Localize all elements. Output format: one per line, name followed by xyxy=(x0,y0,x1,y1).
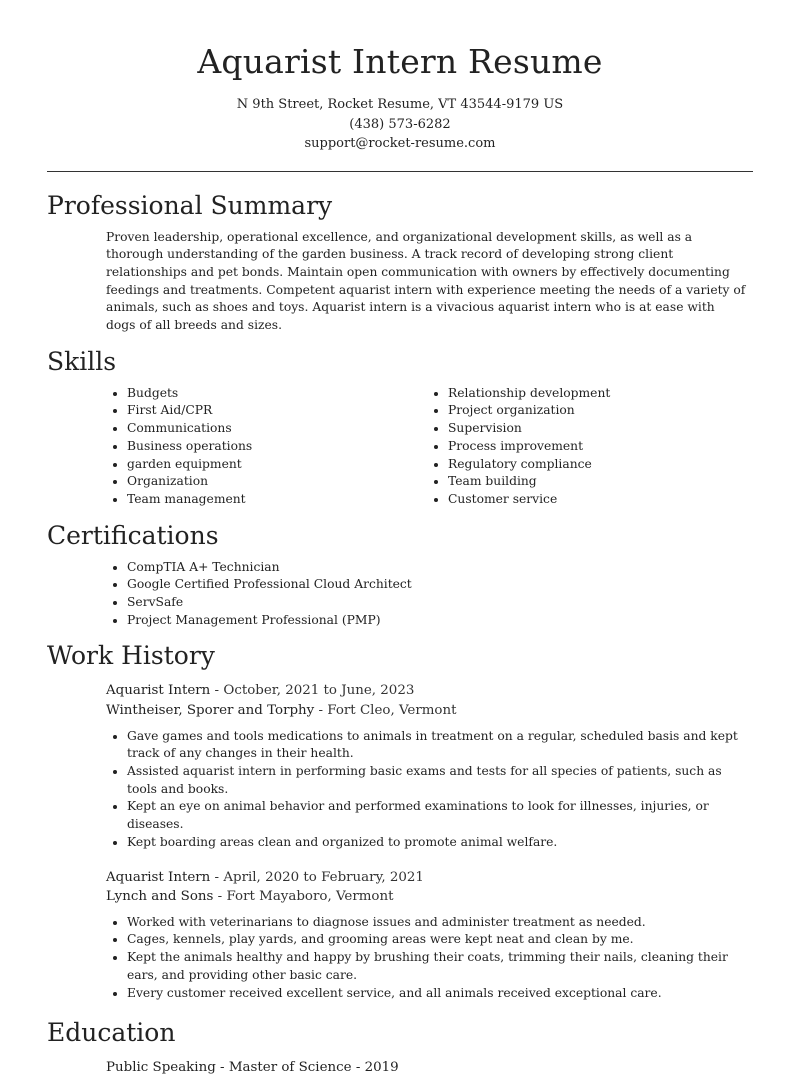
job-location: Fort Mayaboro, Vermont xyxy=(226,889,394,905)
separator: - xyxy=(210,683,224,699)
skill-item: • Business operations xyxy=(127,438,427,456)
skill-item: • Team building xyxy=(448,473,748,491)
job-bullet: • Kept an eye on animal behavior and performed examinations to look for illnesses, injuries, or diseases. xyxy=(127,798,748,833)
work-section xyxy=(0,639,800,1002)
work-heading: Work History xyxy=(47,641,215,671)
job-bullets xyxy=(106,914,748,1003)
job-title-line xyxy=(106,868,748,888)
job-company: Lynch and Sons xyxy=(106,889,214,905)
summary-section xyxy=(0,189,800,335)
job-entry xyxy=(106,681,748,851)
skills-section xyxy=(0,345,800,509)
skills-list-right xyxy=(427,385,748,509)
education-section xyxy=(0,1016,800,1078)
skill-item: • Communications xyxy=(127,420,427,438)
skill-item: • First Aid/CPR xyxy=(127,402,427,420)
certification-item: • Project Management Professional (PMP) xyxy=(127,612,748,630)
skills-list-left xyxy=(106,385,427,509)
skill-item: • Process improvement xyxy=(448,438,748,456)
skill-item: • Regulatory compliance xyxy=(448,456,748,474)
job-title-line xyxy=(106,681,748,701)
job-bullet: • Assisted aquarist intern in performing basic exams and tests for all species of patients, such as tools and books. xyxy=(127,763,748,798)
summary-heading: Professional Summary xyxy=(47,190,333,220)
job-dates: October, 2021 to June, 2023 xyxy=(223,683,415,699)
summary-text: Proven leadership, operational excellence, and organizational development skills, as well as a thorough understanding of the garden business. A track record of developing strong client relationships and pet bonds. Maintain open communication with owners by effectively documenting feedings and treatments. Competent aquarist intern with experience meeting the needs of a variety of animals, such as shoes and toys. Aquarist intern is a vivacious aquarist intern who is at ease with dogs of all breeds and sizes. xyxy=(106,229,746,333)
job-dates: April, 2020 to February, 2021 xyxy=(223,869,424,885)
certification-item: • ServSafe xyxy=(127,594,748,612)
education-year: 2019 xyxy=(364,1060,399,1076)
education-entry xyxy=(106,1058,748,1078)
separator: - xyxy=(314,703,328,719)
separator: - xyxy=(210,869,224,885)
skill-item: • garden equipment xyxy=(127,456,427,474)
certifications-section xyxy=(0,519,800,630)
skills-heading: Skills xyxy=(47,346,117,376)
job-bullet: • Kept the animals healthy and happy by brushing their coats, trimming their nails, cleaning their ears, and providing other basic care. xyxy=(127,949,748,984)
job-bullet: • Cages, kennels, play yards, and grooming areas were kept neat and clean by me. xyxy=(127,931,748,949)
job-role: Aquarist Intern xyxy=(106,869,211,885)
resume-header xyxy=(0,0,800,154)
education-field: Public Speaking xyxy=(106,1060,216,1076)
education-degree: Master of Science xyxy=(228,1060,352,1076)
skill-item: • Organization xyxy=(127,473,427,491)
job-bullet: • Kept boarding areas clean and organized to promote animal welfare. xyxy=(127,834,748,852)
job-entry xyxy=(106,868,748,1003)
separator: - xyxy=(213,889,227,905)
separator: - xyxy=(215,1060,229,1076)
certification-item: • Google Certified Professional Cloud Architect xyxy=(127,576,748,594)
skill-item: • Team management xyxy=(127,491,427,509)
email-line: support@rocket-resume.com xyxy=(304,136,496,151)
certifications-block xyxy=(106,559,748,630)
job-location: Fort Cleo, Vermont xyxy=(327,703,457,719)
skill-item: • Relationship development xyxy=(448,385,748,403)
education-line xyxy=(106,1058,748,1078)
skill-item: • Customer service xyxy=(448,491,748,509)
job-bullets xyxy=(106,728,748,852)
job-bullet: • Every customer received excellent service, and all animals received exceptional care. xyxy=(127,985,748,1003)
certifications-list xyxy=(106,559,748,630)
certifications-heading: Certifications xyxy=(47,520,219,550)
resume-title: Aquarist Intern Resume xyxy=(197,42,603,81)
separator: - xyxy=(351,1060,365,1076)
phone-line: (438) 573-6282 xyxy=(349,116,451,132)
job-company: Wintheiser, Sporer and Torphy xyxy=(106,703,315,719)
education-heading: Education xyxy=(47,1018,176,1048)
job-bullet: • Gave games and tools medications to animals in treatment on a regular, scheduled basis and kept track of any changes in their health. xyxy=(127,728,748,763)
skills-columns xyxy=(106,385,748,509)
job-role: Aquarist Intern xyxy=(106,683,211,699)
skill-item: • Supervision xyxy=(448,420,748,438)
contact-block xyxy=(0,95,800,154)
certification-item: • CompTIA A+ Technician xyxy=(127,559,748,577)
job-company-line xyxy=(106,701,748,721)
address-line: N 9th Street, Rocket Resume, VT 43544-9179 US xyxy=(236,97,564,112)
skill-item: • Project organization xyxy=(448,402,748,420)
skill-item: • Budgets xyxy=(127,385,427,403)
job-company-line xyxy=(106,887,748,907)
header-divider xyxy=(47,171,753,172)
job-bullet: • Worked with veterinarians to diagnose issues and administer treatment as needed. xyxy=(127,914,748,932)
